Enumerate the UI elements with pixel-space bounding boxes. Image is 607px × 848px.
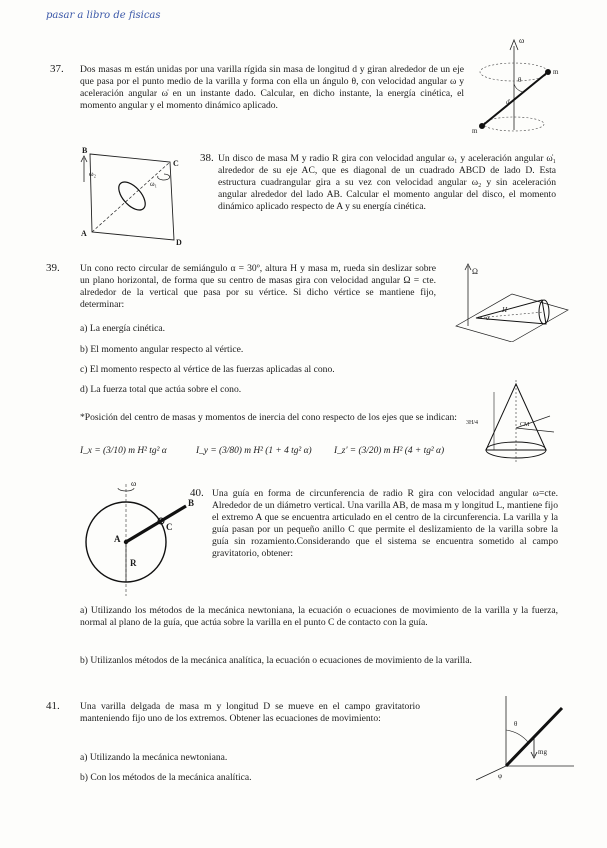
problem-39-cone-figure bbox=[452, 260, 572, 342]
horizontal-plane bbox=[456, 294, 568, 342]
inertia-Iy: I_y = (3/80) m H² (1 + 4 tg² α) bbox=[196, 446, 312, 456]
problem-39-note: *Posición del centro de masas y momentos de inercia del cono respecto de los ejes que se indican: bbox=[80, 412, 457, 423]
fig38-C: C bbox=[173, 159, 179, 168]
fig37-m-lower: m bbox=[472, 127, 478, 135]
problem-37-text: Dos masas m están unidas por una varilla rígida sin masa de longitud d y giran alrededor de un eje que pasa por el punto medio de la varilla y forma con ella un ángulo θ, con velocidad angular ω y aceleración angular ω̇ en un instante dado. Calcular, en dicho instante, la energía cinética, el momento angular y el momento dinámico aplicado. bbox=[80, 64, 464, 111]
problem-40-item-b: b) Utilizanlos métodos de la mecánica analítica, la ecuación o ecuaciones de movimiento de la varilla. bbox=[80, 655, 472, 666]
problem-41-item-b: b) Con los métodos de la mecánica analítica. bbox=[80, 772, 252, 783]
problem-37-figure bbox=[470, 32, 580, 142]
problem-38-figure bbox=[78, 146, 198, 250]
square-abcd bbox=[90, 154, 174, 240]
fig40-B: B bbox=[188, 498, 195, 508]
fig41-mg: mg bbox=[538, 748, 547, 756]
fig38-omega2: ω₂ bbox=[89, 170, 97, 178]
problem-39-number: 39. bbox=[46, 262, 60, 274]
fig40-C: C bbox=[166, 522, 173, 532]
inertia-Ix: I_x = (3/10) m H² tg² α bbox=[80, 446, 167, 456]
fig39-Omega: Ω bbox=[472, 267, 478, 276]
rigid-rod bbox=[482, 72, 548, 126]
diagonal-ac bbox=[92, 162, 170, 232]
fig39-alpha: α bbox=[486, 314, 490, 322]
fig39-CM: CM bbox=[520, 422, 530, 428]
problem-39-item-c: c) El momento respecto al vértice de las fuerzas aplicadas al cono. bbox=[80, 364, 335, 375]
fig40-R: R bbox=[130, 558, 137, 568]
theta-arc bbox=[506, 730, 528, 742]
fig40-omega: ω bbox=[131, 479, 137, 488]
fig38-B: B bbox=[82, 146, 88, 155]
problem-40-number: 40. bbox=[190, 487, 204, 499]
problem-38-number: 38. bbox=[200, 152, 214, 164]
fig37-omega: ω bbox=[519, 36, 525, 45]
problem-37-number: 37. bbox=[50, 63, 64, 75]
fig37-theta: θ bbox=[518, 76, 522, 84]
fig39-3H4: 3H/4 bbox=[466, 420, 478, 426]
problem-38-text: Un disco de masa M y radio R gira con velocidad angular ω₁ y aceleración angular ω̇₁ alrededor de su eje AC, que es diagonal de un cuadrado ABCD de lado D. Esta estructura cuadrangular gira a su vez con velocidad angular ω₂ y sin aceleración angular alrededor del lado AB. Calcular el momento angular del disco, el momento dinámico aplicado respecto de A y su energía cinética. bbox=[218, 153, 556, 212]
inertia-Iz: I_z' = (3/20) m H² (4 + tg² α) bbox=[334, 446, 445, 456]
problem-40-text: Una guía en forma de circunferencia de radio R gira con velocidad angular ω=cte. Alrededor de un diámetro vertical. Una varilla AB, de masa m y longitud L, mantiene fijo el extremo A que se encuentra articulado en el centro de la circunferencia. La varilla y la guía pasan por un pequeño anillo C que permite el deslizamiento de la varilla sobre la guía sin rozamiento.Considerando que el sistema se encuentra sometido al campo gravitatorio, obtener: bbox=[212, 488, 558, 559]
rod-AB bbox=[126, 506, 186, 542]
omega1-arrow-icon bbox=[158, 174, 170, 180]
problem-39-cone-axes-figure bbox=[464, 376, 574, 468]
problem-41-item-a: a) Utilizando la mecánica newtoniana. bbox=[80, 752, 228, 763]
problem-40-figure bbox=[80, 476, 200, 600]
handwritten-note: pasar a libro de fisicas bbox=[46, 10, 161, 21]
fig37-m-upper: m bbox=[553, 68, 559, 76]
fig37-d: d bbox=[506, 98, 510, 106]
fig38-A: A bbox=[81, 229, 87, 238]
problem-39-item-a: a) La energía cinética. bbox=[80, 323, 166, 334]
problem-41-figure bbox=[470, 690, 580, 782]
fig40-A: A bbox=[114, 534, 121, 544]
axis-y bbox=[516, 428, 554, 432]
problem-39-item-b: b) El momento angular respecto al vértice. bbox=[80, 344, 244, 355]
mass-lower bbox=[479, 123, 485, 129]
problem-40-item-a: a) Utilizando los métodos de la mecánica newtoniana, la ecuación o ecuaciones de movimiento de la varilla y la fuerza, normal al plano de la guía, que actúa sobre la varilla en el punto C de contacto con la guía. bbox=[80, 605, 558, 628]
mass-upper bbox=[545, 69, 551, 75]
problem-39-text: Un cono recto circular de semiángulo α = 30º, altura H y masa m, rueda sin deslizar sobre un plano horizontal, de forma que su centro de masas gira con velocidad angular Ω = cte. alrededor de la vertical que pasa por su vértice. Si dicho vértice se mantiene fijo, determinar: bbox=[80, 263, 436, 310]
fig38-omega1: ω₁ bbox=[150, 180, 158, 188]
theta-arc bbox=[514, 84, 523, 92]
fig41-phi: φ bbox=[498, 772, 503, 780]
problem-41-text: Una varilla delgada de masa m y longitud D se mueve en el campo gravitatorio manteniendo fijo uno de los extremos. Obtener las ecuaciones de movimiento: bbox=[80, 701, 420, 724]
fig38-D: D bbox=[176, 238, 182, 247]
disc bbox=[114, 177, 150, 214]
fig41-theta: θ bbox=[514, 720, 518, 728]
fig39-H: H bbox=[502, 306, 508, 314]
problem-39-item-d: d) La fuerza total que actúa sobre el cono. bbox=[80, 384, 242, 395]
problem-41-number: 41. bbox=[46, 700, 60, 712]
